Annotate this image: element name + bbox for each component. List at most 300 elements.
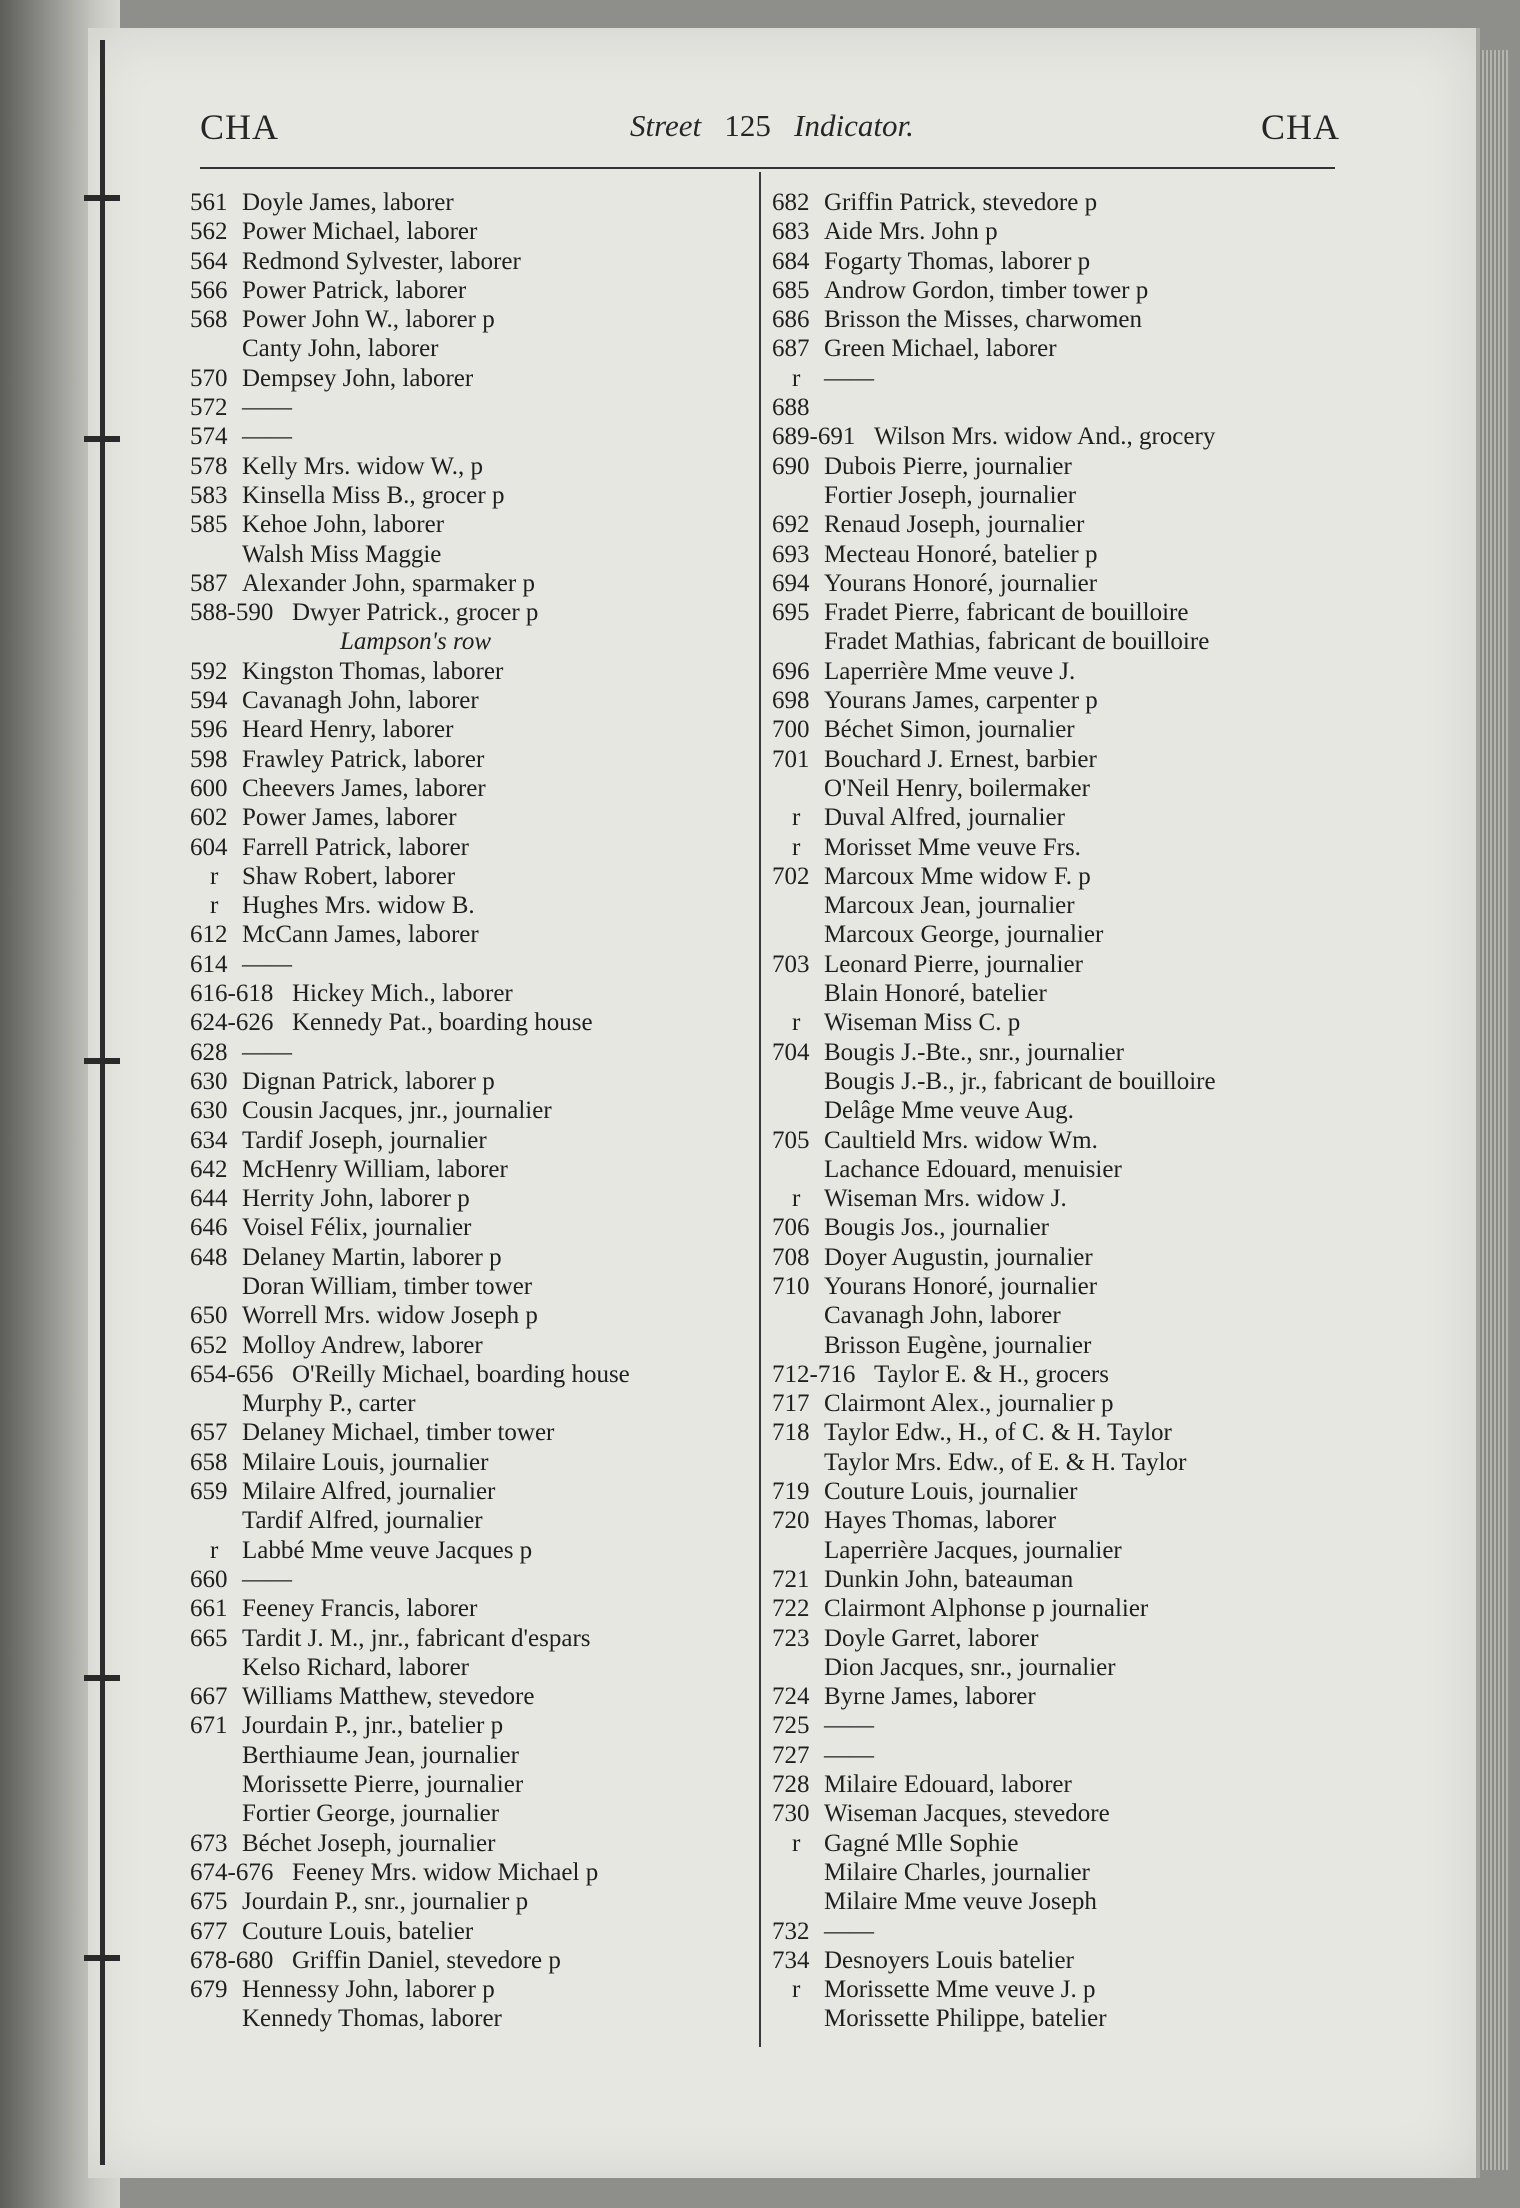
house-number: 570 xyxy=(190,364,228,392)
house-number: 578 xyxy=(190,452,228,480)
resident-entry: —— xyxy=(824,364,874,392)
resident-entry: Clairmont Alphonse p journalier xyxy=(824,1595,1149,1623)
directory-entry xyxy=(772,1008,1352,1037)
column-divider xyxy=(759,172,761,2047)
resident-entry: Milaire Louis, journalier xyxy=(242,1448,489,1476)
house-number: r xyxy=(792,804,801,832)
resident-entry: Milaire Alfred, journalier xyxy=(242,1478,496,1506)
resident-entry: Wiseman Miss C. p xyxy=(824,1009,1021,1037)
directory-entry xyxy=(772,891,1352,920)
resident-entry: Bougis J.-B., jr., fabricant de bouilloire xyxy=(824,1067,1216,1095)
resident-entry: Dubois Pierre, journalier xyxy=(824,452,1072,480)
resident-entry: Tardif Alfred, journalier xyxy=(242,1507,483,1535)
house-number: 722 xyxy=(772,1595,810,1623)
directory-entry xyxy=(190,1565,750,1594)
directory-entry xyxy=(772,715,1352,744)
house-number: 634 xyxy=(190,1126,228,1154)
resident-entry: Béchet Simon, journalier xyxy=(824,716,1075,744)
resident-entry: Heard Henry, laborer xyxy=(242,716,454,744)
directory-entry xyxy=(772,1653,1352,1682)
resident-entry: Dunkin John, bateauman xyxy=(824,1565,1074,1593)
house-number: 616-618 xyxy=(190,980,274,1008)
house-number: 696 xyxy=(772,657,810,685)
header-title xyxy=(630,108,914,144)
resident-entry: —— xyxy=(824,1741,874,1769)
resident-entry: Kennedy Pat., boarding house xyxy=(292,1009,593,1037)
directory-entry xyxy=(772,920,1352,949)
resident-entry: Taylor Edw., H., of C. & H. Taylor xyxy=(824,1419,1172,1447)
resident-entry: Farrell Patrick, laborer xyxy=(242,833,469,861)
resident-entry: Delaney Michael, timber tower xyxy=(242,1419,555,1447)
directory-entry xyxy=(772,745,1352,774)
house-number: r xyxy=(792,364,801,392)
house-number: 725 xyxy=(772,1712,810,1740)
directory-entry xyxy=(190,627,750,656)
resident-entry: Fradet Mathias, fabricant de bouilloire xyxy=(824,628,1210,656)
house-number: 572 xyxy=(190,394,228,422)
resident-entry: McCann James, laborer xyxy=(242,921,479,949)
directory-entry xyxy=(772,1243,1352,1272)
resident-entry: Lachance Edouard, menuisier xyxy=(824,1155,1122,1183)
house-number: 688 xyxy=(772,394,810,422)
resident-entry: Bougis Jos., journalier xyxy=(824,1214,1049,1242)
page-number: 125 xyxy=(724,108,771,143)
header-rule xyxy=(200,167,1335,169)
house-number: 701 xyxy=(772,745,810,773)
directory-entry xyxy=(772,364,1352,393)
directory-entry xyxy=(772,334,1352,363)
resident-entry: Bougis J.-Bte., snr., journalier xyxy=(824,1038,1124,1066)
directory-entry xyxy=(190,715,750,744)
directory-entry xyxy=(190,1126,750,1155)
house-number: 710 xyxy=(772,1272,810,1300)
directory-entry xyxy=(190,1155,750,1184)
resident-entry: Béchet Joseph, journalier xyxy=(242,1829,496,1857)
house-number: 658 xyxy=(190,1448,228,1476)
directory-entry xyxy=(772,1389,1352,1418)
directory-entry xyxy=(772,686,1352,715)
directory-entry xyxy=(772,217,1352,246)
house-number: 561 xyxy=(190,189,228,216)
directory-entry xyxy=(190,979,750,1008)
resident-entry: Laperrière Mme veuve J. xyxy=(824,657,1076,685)
directory-entry xyxy=(190,1448,750,1477)
house-number: 588-590 xyxy=(190,599,274,627)
directory-entry xyxy=(772,188,1352,217)
house-number: 562 xyxy=(190,218,228,246)
directory-entry xyxy=(772,1624,1352,1653)
resident-entry: Tardif Joseph, journalier xyxy=(242,1126,487,1154)
directory-entry xyxy=(772,276,1352,305)
resident-entry: O'Neil Henry, boilermaker xyxy=(824,774,1090,802)
house-number: 628 xyxy=(190,1038,228,1066)
directory-entry xyxy=(190,510,750,539)
house-number: r xyxy=(210,862,219,890)
resident-entry: Cousin Jacques, jnr., journalier xyxy=(242,1097,552,1125)
directory-entry xyxy=(190,686,750,715)
directory-entry xyxy=(772,627,1352,656)
resident-entry: Couture Louis, journalier xyxy=(824,1478,1078,1506)
directory-entry xyxy=(190,1975,750,2004)
resident-entry: Delâge Mme veuve Aug. xyxy=(824,1097,1074,1125)
resident-entry: Aide Mrs. John p xyxy=(824,218,998,246)
binding-stitch xyxy=(84,1058,120,1064)
resident-entry: Yourans James, carpenter p xyxy=(824,687,1098,715)
resident-entry: Duval Alfred, journalier xyxy=(824,804,1065,832)
house-number: 679 xyxy=(190,1976,228,2004)
resident-entry: Fogarty Thomas, laborer p xyxy=(824,247,1091,275)
house-number: 706 xyxy=(772,1214,810,1242)
directory-entry xyxy=(772,1770,1352,1799)
house-number: 678-680 xyxy=(190,1946,274,1974)
directory-entry xyxy=(772,1126,1352,1155)
house-number: 682 xyxy=(772,189,810,216)
resident-entry: Brisson the Misses, charwomen xyxy=(824,306,1143,334)
resident-entry: Murphy P., carter xyxy=(242,1390,416,1418)
directory-entry xyxy=(772,1331,1352,1360)
house-number: 718 xyxy=(772,1419,810,1447)
house-number: 728 xyxy=(772,1771,810,1799)
directory-entry xyxy=(772,1272,1352,1301)
house-number: 703 xyxy=(772,950,810,978)
house-number: 705 xyxy=(772,1126,810,1154)
resident-entry: Worrell Mrs. widow Joseph p xyxy=(242,1302,538,1330)
binding-stitch xyxy=(84,1675,120,1681)
directory-entry xyxy=(772,1682,1352,1711)
house-number: 712-716 xyxy=(772,1360,856,1388)
resident-entry: Doran William, timber tower xyxy=(242,1272,533,1300)
directory-entry xyxy=(772,1448,1352,1477)
resident-entry: Williams Matthew, stevedore xyxy=(242,1683,535,1711)
resident-entry: Feeney Mrs. widow Michael p xyxy=(292,1858,599,1886)
resident-entry: Clairmont Alex., journalier p xyxy=(824,1390,1114,1418)
directory-entry xyxy=(190,1887,750,1916)
house-number: 686 xyxy=(772,306,810,334)
directory-entry xyxy=(190,1096,750,1125)
directory-entry xyxy=(772,481,1352,510)
house-number: 667 xyxy=(190,1683,228,1711)
directory-entry xyxy=(190,452,750,481)
directory-entry xyxy=(772,803,1352,832)
directory-entry xyxy=(190,1682,750,1711)
house-number: 630 xyxy=(190,1067,228,1095)
resident-entry: Blain Honoré, batelier xyxy=(824,980,1047,1008)
resident-entry: Canty John, laborer xyxy=(242,335,439,363)
house-number: 630 xyxy=(190,1097,228,1125)
directory-entry xyxy=(190,803,750,832)
house-number: 717 xyxy=(772,1390,810,1418)
resident-entry: Kinsella Miss B., grocer p xyxy=(242,481,505,509)
directory-entry xyxy=(772,1565,1352,1594)
directory-entry xyxy=(772,1360,1352,1389)
resident-entry: Marcoux George, journalier xyxy=(824,921,1104,949)
directory-entry xyxy=(772,950,1352,979)
house-number: 694 xyxy=(772,569,810,597)
directory-entry xyxy=(772,1477,1352,1506)
house-number: 596 xyxy=(190,716,228,744)
resident-entry: Delaney Martin, laborer p xyxy=(242,1243,502,1271)
house-number: 704 xyxy=(772,1038,810,1066)
house-number: 693 xyxy=(772,540,810,568)
directory-entry xyxy=(772,1829,1352,1858)
resident-entry: Leonard Pierre, journalier xyxy=(824,950,1083,978)
resident-entry: Labbé Mme veuve Jacques p xyxy=(242,1536,533,1564)
directory-entry xyxy=(190,1741,750,1770)
house-number: 598 xyxy=(190,745,228,773)
house-number: 568 xyxy=(190,306,228,334)
house-number: 698 xyxy=(772,687,810,715)
directory-entry xyxy=(772,452,1352,481)
house-number: 695 xyxy=(772,599,810,627)
house-number: r xyxy=(792,1976,801,2004)
resident-entry: Dion Jacques, snr., journalier xyxy=(824,1653,1116,1681)
resident-entry: Frawley Patrick, laborer xyxy=(242,745,485,773)
resident-entry: Kelso Richard, laborer xyxy=(242,1653,470,1681)
directory-entry xyxy=(772,569,1352,598)
house-number: 665 xyxy=(190,1624,228,1652)
directory-entry xyxy=(190,774,750,803)
directory-entry xyxy=(190,1038,750,1067)
directory-entry xyxy=(772,305,1352,334)
house-number: 721 xyxy=(772,1565,810,1593)
directory-entry xyxy=(772,1946,1352,1975)
directory-entry xyxy=(190,833,750,862)
resident-entry: —— xyxy=(242,950,292,978)
resident-entry: Power Michael, laborer xyxy=(242,218,478,246)
resident-entry: Power Patrick, laborer xyxy=(242,276,467,304)
directory-entry xyxy=(772,1184,1352,1213)
directory-entry xyxy=(190,364,750,393)
directory-entry xyxy=(190,1536,750,1565)
resident-entry: Voisel Félix, journalier xyxy=(242,1214,472,1242)
resident-entry: Cavanagh John, laborer xyxy=(824,1302,1061,1330)
house-number: 702 xyxy=(772,862,810,890)
directory-entry xyxy=(772,540,1352,569)
house-number: 708 xyxy=(772,1243,810,1271)
resident-entry: Jourdain P., jnr., batelier p xyxy=(242,1712,504,1740)
header-section-right: CHA xyxy=(1260,107,1340,147)
house-number: 700 xyxy=(772,716,810,744)
directory-entry xyxy=(772,1038,1352,1067)
resident-entry: —— xyxy=(242,1038,292,1066)
directory-entry xyxy=(190,1243,750,1272)
resident-entry: Morissette Mme veuve J. p xyxy=(824,1976,1096,2004)
directory-entry xyxy=(772,833,1352,862)
directory-entry xyxy=(190,1360,750,1389)
directory-entry xyxy=(772,1096,1352,1125)
resident-entry: Byrne James, laborer xyxy=(824,1683,1036,1711)
house-number: 592 xyxy=(190,657,228,685)
house-number: 661 xyxy=(190,1595,228,1623)
resident-entry: Milaire Charles, journalier xyxy=(824,1858,1090,1886)
directory-entry xyxy=(772,1594,1352,1623)
directory-entry xyxy=(772,774,1352,803)
directory-entry xyxy=(772,2004,1352,2033)
house-number: 574 xyxy=(190,423,228,451)
house-number: 566 xyxy=(190,276,228,304)
directory-entry xyxy=(190,1829,750,1858)
directory-entry xyxy=(190,1799,750,1828)
house-number: 614 xyxy=(190,950,228,978)
directory-entry xyxy=(190,188,750,217)
resident-entry: Morisset Mme veuve Frs. xyxy=(824,833,1081,861)
house-number: 654-656 xyxy=(190,1360,274,1388)
resident-entry: Yourans Honoré, journalier xyxy=(824,569,1098,597)
page-edges xyxy=(1478,50,1508,2170)
house-number: 587 xyxy=(190,569,228,597)
right-column xyxy=(772,188,1352,2034)
resident-entry: Marcoux Jean, journalier xyxy=(824,892,1075,920)
resident-entry: Tardit J. M., jnr., fabricant d'espars xyxy=(242,1624,591,1652)
directory-entry xyxy=(190,217,750,246)
resident-entry: Hughes Mrs. widow B. xyxy=(242,892,475,920)
resident-entry: Doyle Garret, laborer xyxy=(824,1624,1039,1652)
resident-entry: Berthiaume Jean, journalier xyxy=(242,1741,519,1769)
directory-entry xyxy=(772,1418,1352,1447)
resident-entry: Dwyer Patrick., grocer p xyxy=(292,599,539,627)
directory-entry xyxy=(190,598,750,627)
directory-entry xyxy=(772,1301,1352,1330)
directory-entry xyxy=(190,1946,750,1975)
resident-entry: Wilson Mrs. widow And., grocery xyxy=(874,423,1216,451)
house-number: 642 xyxy=(190,1155,228,1183)
directory-entry xyxy=(190,422,750,451)
resident-entry: Milaire Mme veuve Joseph xyxy=(824,1888,1097,1916)
resident-entry: Kelly Mrs. widow W., p xyxy=(242,452,483,480)
directory-entry xyxy=(772,1711,1352,1740)
house-number: 659 xyxy=(190,1478,228,1506)
resident-entry: Taylor Mrs. Edw., of E. & H. Taylor xyxy=(824,1448,1187,1476)
house-number: 675 xyxy=(190,1888,228,1916)
house-number: 690 xyxy=(772,452,810,480)
house-number: 594 xyxy=(190,687,228,715)
resident-entry: Cavanagh John, laborer xyxy=(242,687,479,715)
house-number: 648 xyxy=(190,1243,228,1271)
resident-entry: Herrity John, laborer p xyxy=(242,1185,470,1213)
resident-entry: Hickey Mich., laborer xyxy=(292,980,513,1008)
house-number: 677 xyxy=(190,1917,228,1945)
house-number: 683 xyxy=(772,218,810,246)
directory-entry xyxy=(190,1770,750,1799)
house-number: 612 xyxy=(190,921,228,949)
resident-entry: Hayes Thomas, laborer xyxy=(824,1507,1057,1535)
resident-entry: Marcoux Mme widow F. p xyxy=(824,862,1091,890)
resident-entry: Wiseman Mrs. widow J. xyxy=(824,1185,1067,1213)
house-number: r xyxy=(792,1829,801,1857)
resident-entry: Molloy Andrew, laborer xyxy=(242,1331,483,1359)
resident-entry: Yourans Honoré, journalier xyxy=(824,1272,1098,1300)
house-number: 583 xyxy=(190,481,228,509)
resident-entry: Desnoyers Louis batelier xyxy=(824,1946,1074,1974)
house-number: 687 xyxy=(772,335,810,363)
resident-entry: Fortier Joseph, journalier xyxy=(824,481,1077,509)
left-column xyxy=(190,188,750,2034)
directory-entry xyxy=(190,1624,750,1653)
directory-entry xyxy=(190,891,750,920)
directory-entry xyxy=(772,598,1352,627)
resident-entry: Bouchard J. Ernest, barbier xyxy=(824,745,1097,773)
house-number: 727 xyxy=(772,1741,810,1769)
directory-entry xyxy=(190,247,750,276)
directory-entry xyxy=(190,1331,750,1360)
directory-entry xyxy=(772,1799,1352,1828)
house-number: 674-676 xyxy=(190,1858,274,1886)
house-number: 652 xyxy=(190,1331,228,1359)
resident-entry: McHenry William, laborer xyxy=(242,1155,508,1183)
resident-entry: Morissette Philippe, batelier xyxy=(824,2005,1107,2033)
resident-entry: Cheevers James, laborer xyxy=(242,774,486,802)
header-section-left: CHA xyxy=(200,107,280,147)
directory-entry xyxy=(190,1389,750,1418)
resident-entry: Kehoe John, laborer xyxy=(242,511,445,539)
directory-entry xyxy=(190,1008,750,1037)
directory-entry xyxy=(190,1213,750,1242)
directory-entry xyxy=(190,540,750,569)
resident-entry: Milaire Edouard, laborer xyxy=(824,1771,1072,1799)
directory-entry xyxy=(190,1594,750,1623)
resident-entry: Brisson Eugène, journalier xyxy=(824,1331,1092,1359)
house-number: r xyxy=(210,1536,219,1564)
resident-entry: Dempsey John, laborer xyxy=(242,364,474,392)
house-number: 657 xyxy=(190,1419,228,1447)
house-number: 692 xyxy=(772,511,810,539)
directory-entry xyxy=(772,1506,1352,1535)
house-number: 585 xyxy=(190,511,228,539)
directory-entry xyxy=(190,1858,750,1887)
directory-entry xyxy=(190,569,750,598)
directory-entry xyxy=(190,920,750,949)
directory-entry xyxy=(772,862,1352,891)
directory-entry xyxy=(772,1917,1352,1946)
resident-entry: Green Michael, laborer xyxy=(824,335,1057,363)
house-number: 602 xyxy=(190,804,228,832)
resident-entry: Taylor E. & H., grocers xyxy=(874,1360,1109,1388)
directory-entry xyxy=(772,1975,1352,2004)
directory-entry xyxy=(772,1067,1352,1096)
resident-entry: Feeney Francis, laborer xyxy=(242,1595,478,1623)
binding-stitch xyxy=(84,195,120,201)
header-street: Street xyxy=(630,108,702,143)
resident-entry: Fortier George, journalier xyxy=(242,1800,500,1828)
directory-entry xyxy=(772,1887,1352,1916)
resident-entry: Power John W., laborer p xyxy=(242,306,495,334)
directory-entry xyxy=(190,481,750,510)
directory-entry xyxy=(772,979,1352,1008)
resident-entry: Couture Louis, batelier xyxy=(242,1917,474,1945)
resident-entry: —— xyxy=(824,1712,874,1740)
resident-entry: —— xyxy=(242,1565,292,1593)
directory-entry xyxy=(190,2004,750,2033)
resident-entry: Caultield Mrs. widow Wm. xyxy=(824,1126,1098,1154)
directory-entry xyxy=(190,305,750,334)
resident-entry: O'Reilly Michael, boarding house xyxy=(292,1360,630,1388)
house-number: r xyxy=(792,833,801,861)
house-number: 719 xyxy=(772,1478,810,1506)
directory-entry xyxy=(772,510,1352,539)
resident-entry: Power James, laborer xyxy=(242,804,457,832)
house-number: 734 xyxy=(772,1946,810,1974)
directory-entry xyxy=(190,334,750,363)
house-number: 685 xyxy=(772,276,810,304)
resident-entry: Doyle James, laborer xyxy=(242,189,454,216)
resident-entry: Shaw Robert, laborer xyxy=(242,862,456,890)
directory-entry xyxy=(772,1741,1352,1770)
directory-entry xyxy=(772,1536,1352,1565)
resident-entry: Fradet Pierre, fabricant de bouilloire xyxy=(824,599,1189,627)
directory-entry xyxy=(190,1067,750,1096)
resident-entry: Morissette Pierre, journalier xyxy=(242,1771,524,1799)
resident-entry: Laperrière Jacques, journalier xyxy=(824,1536,1122,1564)
